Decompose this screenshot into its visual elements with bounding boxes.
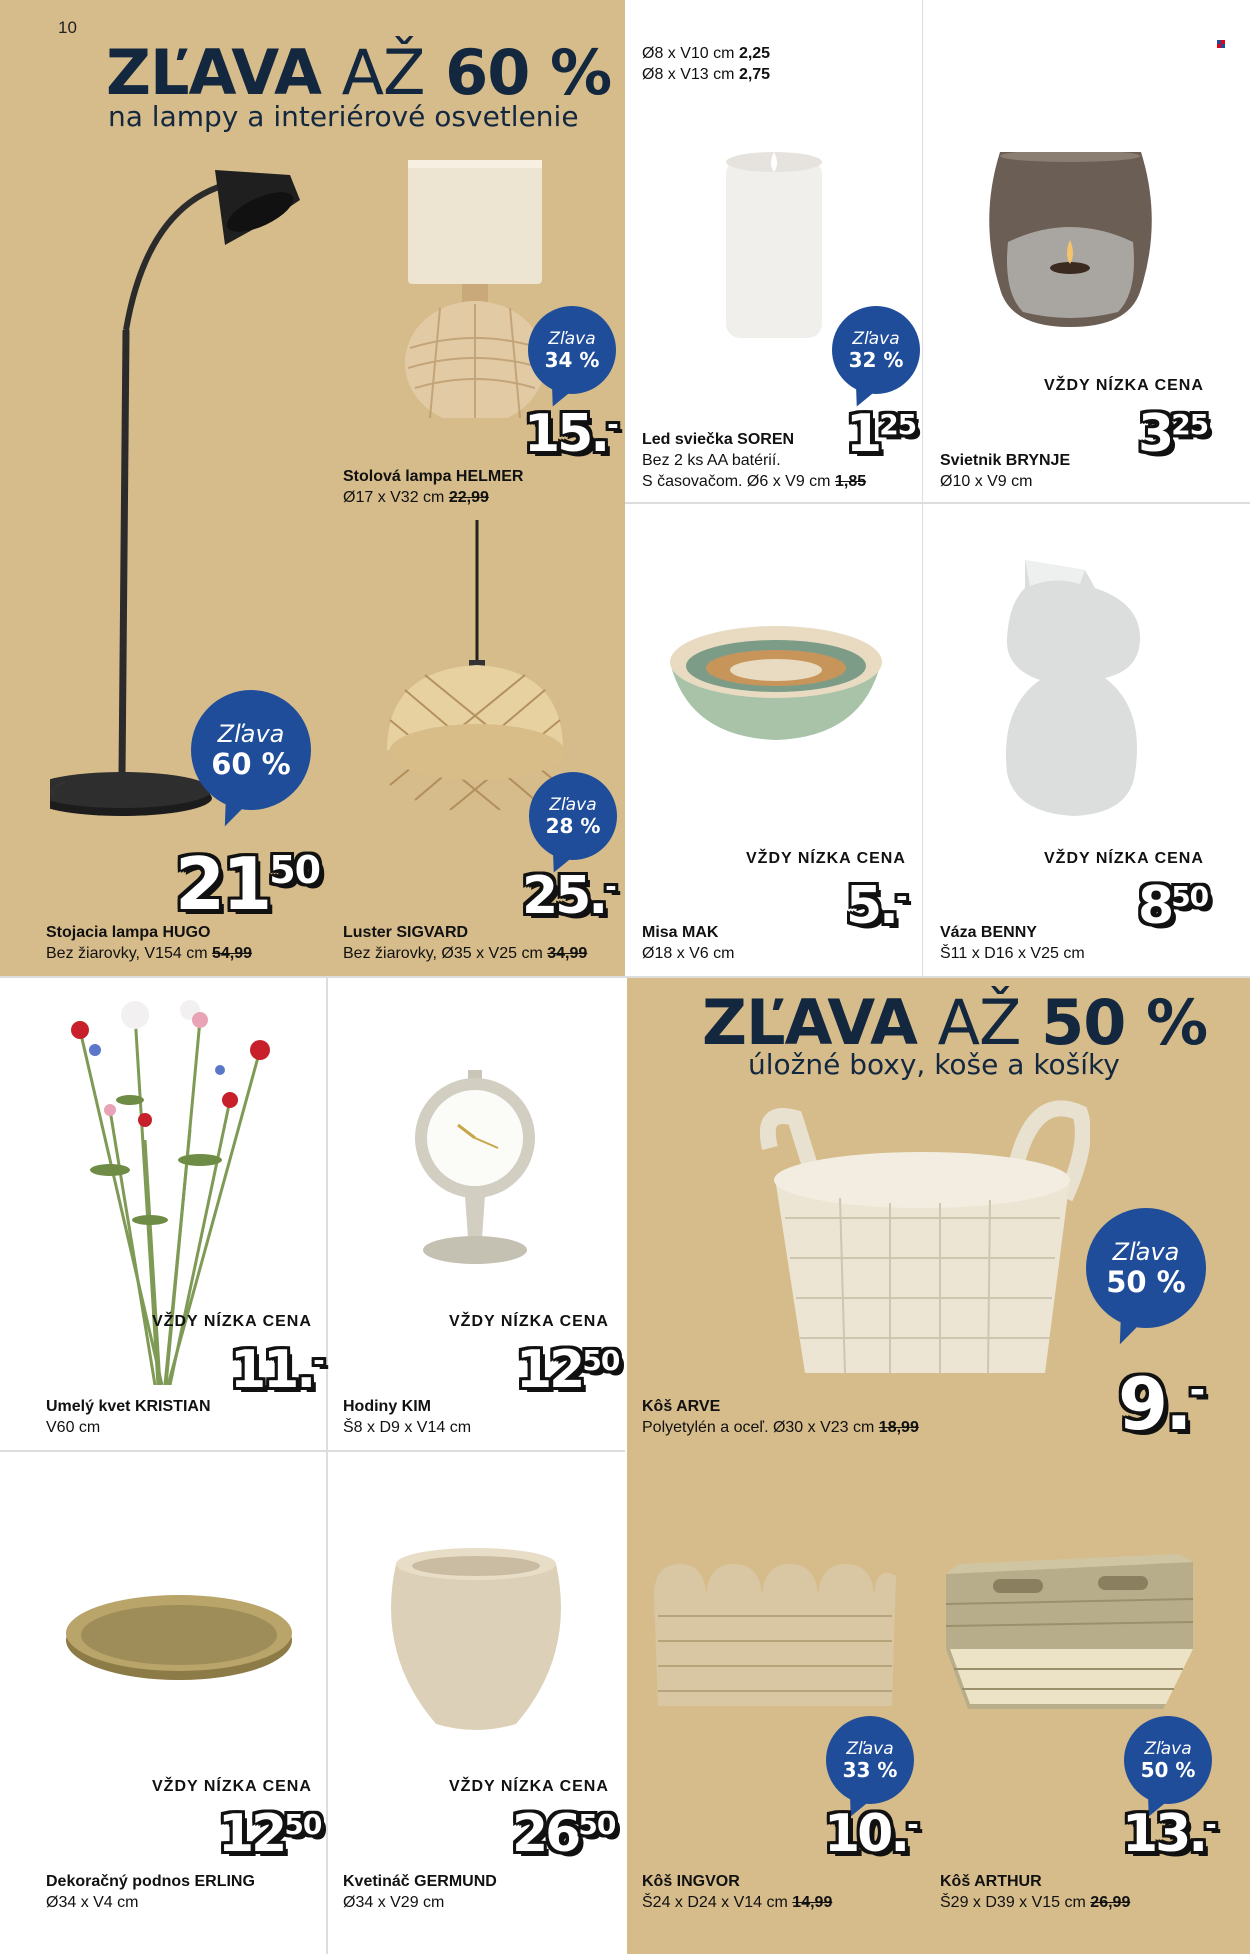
germund-price: 26 50: [512, 1804, 616, 1864]
erling-always-low: VŽDY NÍZKA CENA: [152, 1778, 312, 1795]
brynje-always-low: VŽDY NÍZKA CENA: [1044, 377, 1204, 394]
benny-always-low: VŽDY NÍZKA CENA: [1044, 850, 1204, 867]
benny-price: 8 50: [1138, 876, 1209, 936]
page-number: 10: [58, 18, 77, 37]
kim-always-low: VŽDY NÍZKA CENA: [449, 1313, 609, 1330]
divider: [0, 976, 1250, 978]
product-name: Led sviečka SOREN: [642, 431, 795, 448]
soren-variants: Ø8 x V10 cm 2,25 Ø8 x V13 cm 2,75: [642, 45, 771, 83]
lamps-subhead: na lampy a interiérové osvetlenie: [108, 100, 579, 133]
helmer-discount-badge: Zľava 34 %: [528, 306, 616, 394]
product-name: Váza BENNY: [940, 924, 1037, 941]
ingvor-price: 10. -: [824, 1804, 918, 1864]
product-name: Misa MAK: [642, 924, 719, 941]
sigvard-info: Luster SIGVARD Bez žiarovky, Ø35 x V25 cm 34,99: [343, 924, 588, 962]
product-name: Kvetináč GERMUND: [343, 1873, 497, 1890]
product-name: Kôš ARTHUR: [940, 1873, 1042, 1890]
old-price: 22,99: [448, 489, 489, 506]
vase-image: [985, 558, 1160, 818]
kim-info: Hodiny KIM Š8 x D9 x V14 cm: [343, 1398, 472, 1436]
old-price: 1,85: [834, 473, 867, 490]
product-name: Luster SIGVARD: [343, 924, 469, 941]
bowl-image: [668, 622, 883, 742]
product-name: Umelý kvet KRISTIAN: [46, 1398, 211, 1415]
table-clock-image: [410, 1068, 540, 1268]
arthur-price: 13. -: [1122, 1804, 1216, 1864]
arve-info: Kôš ARVE Polyetylén a oceľ. Ø30 x V23 cm 18,99: [642, 1398, 919, 1436]
mak-always-low: VŽDY NÍZKA CENA: [746, 850, 906, 867]
table-lamp-image: [400, 158, 550, 418]
hugo-discount-badge: Zľava 60 %: [191, 690, 311, 810]
boxes-subhead: úložné boxy, koše a košíky: [748, 1048, 1120, 1081]
hugo-price: 21 50: [175, 842, 321, 926]
sigvard-discount-badge: Zľava 28 %: [529, 772, 617, 860]
product-name: Kôš INGVOR: [642, 1873, 740, 1890]
soren-price: 1 25: [846, 404, 917, 464]
erling-price: 12 50: [218, 1804, 322, 1864]
germund-info: Kvetináč GERMUND Ø34 x V29 cm: [343, 1873, 497, 1911]
kristian-price: 11. -: [230, 1340, 324, 1400]
germund-always-low: VŽDY NÍZKA CENA: [449, 1778, 609, 1795]
product-name: Hodiny KIM: [343, 1398, 431, 1415]
old-price: 18,99: [878, 1419, 919, 1436]
arthur-discount-badge: Zľava 50 %: [1124, 1716, 1212, 1804]
kim-price: 12 50: [516, 1340, 620, 1400]
pendant-lamp-image: [385, 520, 565, 810]
product-name: Stolová lampa HELMER: [343, 468, 524, 485]
hugo-info: Stojacia lampa HUGO Bez žiarovky, V154 cm 54,99: [46, 924, 253, 962]
divider: [922, 0, 923, 976]
arve-price: 9. -: [1118, 1362, 1205, 1446]
woven-basket-image: [760, 1088, 1090, 1388]
old-price: 14,99: [792, 1894, 833, 1911]
benny-info: Váza BENNY Š11 x D16 x V25 cm: [940, 924, 1085, 962]
product-name: Stojacia lampa HUGO: [46, 924, 211, 941]
helmer-info: Stolová lampa HELMER Ø17 x V32 cm 22,99: [343, 468, 524, 506]
divider: [0, 1450, 625, 1452]
ingvor-discount-badge: Zľava 33 %: [826, 1716, 914, 1804]
kristian-info: Umelý kvet KRISTIAN V60 cm: [46, 1398, 211, 1436]
soren-info: Led sviečka SOREN Bez 2 ks AA batérií. S časovačom. Ø6 x V9 cm 1,85: [642, 431, 867, 490]
lamps-headline: ZĽAVA AŽ 60 %: [106, 36, 612, 109]
old-price: 54,99: [212, 945, 253, 962]
divider: [625, 502, 1250, 504]
mak-info: Misa MAK Ø18 x V6 cm: [642, 924, 735, 962]
product-name: Kôš ARVE: [642, 1398, 721, 1415]
helmer-price: 15. -: [524, 404, 618, 464]
kristian-always-low: VŽDY NÍZKA CENA: [152, 1313, 312, 1330]
boxes-headline: ZĽAVA AŽ 50 %: [702, 986, 1208, 1059]
flower-pot-image: [386, 1544, 566, 1734]
old-price: 34,99: [547, 945, 588, 962]
brynje-info: Svietnik BRYNJE Ø10 x V9 cm: [940, 452, 1071, 490]
sigvard-price: 25. -: [522, 866, 616, 926]
product-name: Dekoračný podnos ERLING: [46, 1873, 255, 1890]
product-name: Svietnik BRYNJE: [940, 452, 1071, 469]
arthur-info: Kôš ARTHUR Š29 x D39 x V15 cm 26,99: [940, 1873, 1131, 1911]
storage-basket-image: [938, 1554, 1203, 1714]
led-candle-image: [722, 150, 827, 340]
mak-price: 5. -: [846, 876, 907, 936]
arve-discount-badge: Zľava 50 %: [1086, 1208, 1206, 1328]
erling-info: Dekoračný podnos ERLING Ø34 x V4 cm: [46, 1873, 255, 1911]
scalloped-basket-image: [650, 1556, 900, 1716]
old-price: 26,99: [1090, 1894, 1131, 1911]
decorative-tray-image: [64, 1588, 294, 1683]
ingvor-info: Kôš INGVOR Š24 x D24 x V14 cm 14,99: [642, 1873, 833, 1911]
divider: [326, 978, 328, 1954]
brand-mark-icon: [1217, 40, 1225, 48]
soren-discount-badge: Zľava 32 %: [832, 306, 920, 394]
brynje-price: 3 25: [1138, 404, 1209, 464]
candle-holder-image: [978, 152, 1163, 332]
